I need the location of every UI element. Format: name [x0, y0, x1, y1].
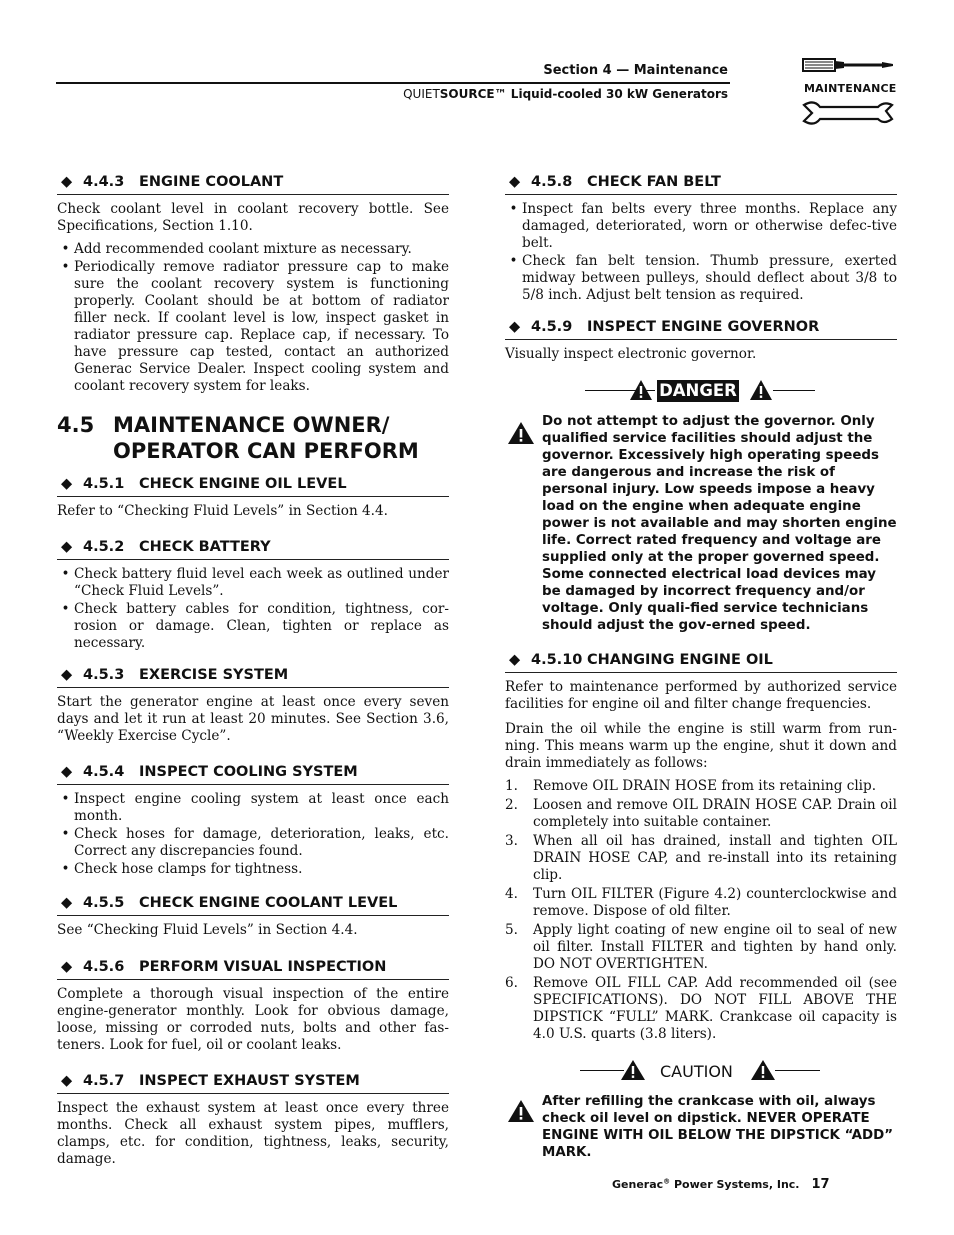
paragraph: Inspect the exhaust system at least once every three months. Check all exhaust system pipes, mufflers, clamps, etc. for condition, tightness, leaks, security, damage.	[57, 1100, 449, 1167]
heading-number: 4.5.1	[83, 476, 125, 492]
list-item: • Check fan belt tension. Thumb pressure, exerted midway between pulleys, should deflect about 3/8 to 5/8 inch. Adjust belt tension as required.	[505, 253, 897, 304]
diamond-icon: ◆	[509, 319, 521, 335]
diamond-icon: ◆	[61, 174, 73, 190]
diamond-icon: ◆	[61, 539, 73, 555]
caution-banner	[580, 1058, 820, 1084]
heading-title: INSPECT EXHAUST SYSTEM	[139, 1073, 360, 1089]
heading-4-4-3	[57, 173, 449, 195]
section-4-5-6	[57, 958, 449, 1054]
header-rule	[56, 82, 730, 84]
section-4-5-1	[57, 475, 449, 520]
diamond-icon: ◆	[61, 959, 73, 975]
heading-4-5-8	[505, 173, 897, 195]
paragraph: Complete a thorough visual inspection of the entire engine-generator monthly. Look for obvious damage, loose, missing or corroded nuts, bolts and other fas-teners. Look for fuel, oil or coolant leaks.	[57, 986, 449, 1053]
bullet-list	[505, 201, 897, 304]
danger-banner	[585, 378, 815, 404]
subtitle-rest: Liquid-cooled 30 kW Generators	[506, 87, 728, 101]
section-4-5-9	[505, 318, 897, 363]
heading-4-5-10	[505, 651, 897, 673]
heading-title: INSPECT COOLING SYSTEM	[139, 764, 358, 780]
page-number: 17	[811, 1177, 830, 1192]
heading-4-5-3	[57, 666, 449, 688]
registered-mark: ®	[663, 1177, 671, 1186]
divider	[580, 1070, 624, 1071]
subtitle-brand: SOURCE™	[439, 87, 507, 101]
heading-title: CHECK FAN BELT	[587, 174, 721, 190]
divider	[775, 1070, 820, 1071]
danger-label: DANGER	[657, 380, 739, 402]
heading-number: 4.5.10	[531, 652, 583, 668]
section-4-4-3	[57, 173, 449, 396]
heading-title: PERFORM VISUAL INSPECTION	[139, 959, 387, 975]
heading-4-5-2	[57, 538, 449, 560]
diamond-icon: ◆	[61, 764, 73, 780]
footer-company: Generac	[612, 1178, 664, 1191]
heading-number: 4.5.2	[83, 539, 125, 555]
list-item: • Periodically remove radiator pressure cap to make sure the coolant recovery system is functioning properly. Coolant should be at bottom of radiator filler neck. If coolant level is low, inspect gasket in radiator pressure cap. Replace cap, if necessary. To have pressure cap tested, contact an authorized Generac Service Dealer. Inspect cooling system and coolant recovery system for leaks.	[57, 259, 449, 395]
heading-number: 4.5.9	[531, 319, 573, 335]
heading-4-5-1	[57, 475, 449, 497]
heading-title: CHANGING ENGINE OIL	[587, 652, 773, 668]
diamond-icon: ◆	[61, 667, 73, 683]
paragraph: Check coolant level in coolant recovery bottle. See Specifications, Section 1.10.	[57, 201, 449, 234]
heading-title: CHECK ENGINE COOLANT LEVEL	[139, 895, 398, 911]
heading-number: 4.4.3	[83, 174, 125, 190]
heading-number: 4.5.3	[83, 667, 125, 683]
list-item: • Check hose clamps for tightness.	[57, 861, 449, 878]
page-footer	[612, 1177, 830, 1192]
heading-number: 4.5.4	[83, 764, 125, 780]
warning-triangle-icon	[750, 1059, 776, 1081]
heading-line-1: MAINTENANCE OWNER/	[113, 413, 390, 437]
bullet-list	[57, 566, 449, 652]
paragraph: Refer to maintenance performed by authorized service facilities for engine oil and filter change frequencies.	[505, 679, 897, 712]
danger-message: Do not attempt to adjust the governor. Only qualified service facilities should adjust the governor. Excessively high operating speeds are dangerous and increase the risk of personal injury. Low speeds impose a heavy load on the engine when adequate engine power is not available and may shorten engine life. Correct rated frequency and voltage are supplied only at the proper governed speed. Some connected electrical load devices may be damaged by incorrect frequency and/or voltage. Only quali-fied service technicians should adjust the gov-erned speed.	[542, 414, 897, 633]
heading-4-5-7	[57, 1072, 449, 1094]
caution-message: After refilling the crankcase with oil, always check oil level on dipstick. NEVER OPERATE ENGINE WITH OIL BELOW THE DIPSTICK “ADD” MARK.	[542, 1094, 894, 1160]
divider	[773, 390, 815, 391]
section-4-5-3	[57, 666, 449, 745]
heading-4-5-4	[57, 763, 449, 785]
warning-triangle-icon	[749, 379, 773, 401]
list-item: 6. Remove OIL FILL CAP. Add recommended oil (see SPECIFICATIONS). DO NOT FILL ABOVE THE DIPSTICK “FULL” MARK. Crankcase oil capacity is 4.0 U.S. quarts (3.8 liters).	[505, 975, 897, 1042]
paragraph: Drain the oil while the engine is still warm from run-ning. This means warm up the engine, shut it down and drain immediately as follows:	[505, 721, 897, 771]
heading-number: 4.5	[57, 413, 95, 437]
section-4-5-5	[57, 894, 449, 939]
list-item: • Inspect fan belts every three months. Replace any damaged, deteriorated, worn or otherwise defec-tive belt.	[505, 201, 897, 252]
list-item: • Check battery cables for condition, tightness, cor-rosion or damage. Clean, tighten or replace as necessary.	[57, 601, 449, 652]
heading-title: ENGINE COOLANT	[139, 174, 284, 190]
wrench-icon	[800, 99, 896, 127]
document-subtitle	[330, 87, 728, 101]
diamond-icon: ◆	[61, 1073, 73, 1089]
warning-triangle-icon	[507, 421, 535, 445]
paragraph: Visually inspect electronic governor.	[505, 346, 757, 362]
heading-title: CHECK ENGINE OIL LEVEL	[139, 476, 347, 492]
list-item: 4. Turn OIL FILTER (Figure 4.2) counterclockwise and remove. Dispose of old filter.	[505, 886, 897, 919]
paragraph: Start the generator engine at least once every seven days and let it run at least 20 minutes. See Section 3.6, “Weekly Exercise Cycle”.	[57, 694, 449, 744]
heading-number: 4.5.5	[83, 895, 125, 911]
heading-title: CHECK BATTERY	[139, 539, 271, 555]
bullet-list	[57, 791, 449, 878]
section-4-5-8	[505, 173, 897, 305]
section-4-5-10	[505, 651, 897, 1045]
section-title: Section 4 — Maintenance	[543, 63, 728, 78]
maintenance-label: MAINTENANCE	[804, 82, 897, 95]
section-4-5-4	[57, 763, 449, 879]
heading-4-5-6	[57, 958, 449, 980]
heading-number: 4.5.7	[83, 1073, 125, 1089]
list-item: 5. Apply light coating of new engine oil to seal of new oil filter. Install FILTER and tighten by hand only. DO NOT OVERTIGHTEN.	[505, 922, 897, 972]
warning-triangle-icon	[620, 1059, 646, 1081]
list-item: 3. When all oil has drained, install and tighten OIL DRAIN HOSE CAP, and re-install into its retaining clip.	[505, 833, 897, 883]
screwdriver-icon	[800, 55, 896, 75]
numbered-list	[505, 778, 897, 1043]
list-item: • Check battery fluid level each week as outlined under “Check Fluid Levels”.	[57, 566, 449, 600]
bullet-list	[57, 241, 449, 395]
maintenance-badge	[800, 55, 900, 130]
warning-triangle-icon	[629, 379, 653, 401]
heading-title: EXERCISE SYSTEM	[139, 667, 289, 683]
paragraph: See “Checking Fluid Levels” in Section 4.4.	[57, 922, 358, 938]
heading-4-5-5	[57, 894, 449, 916]
subtitle-prefix: QUIET	[403, 87, 440, 101]
heading-number: 4.5.6	[83, 959, 125, 975]
list-item: 1. Remove OIL DRAIN HOSE from its retaining clip.	[505, 778, 877, 794]
diamond-icon: ◆	[61, 476, 73, 492]
list-item: • Add recommended coolant mixture as necessary.	[57, 241, 449, 258]
section-4-5-2	[57, 538, 449, 653]
list-item: • Check hoses for damage, deterioration, leaks, etc. Correct any discrepancies found.	[57, 826, 449, 860]
heading-title: INSPECT ENGINE GOVERNOR	[587, 319, 820, 335]
diamond-icon: ◆	[61, 895, 73, 911]
heading-4-5-9	[505, 318, 897, 340]
warning-triangle-icon	[507, 1099, 535, 1123]
footer-company-rest: Power Systems, Inc.	[670, 1178, 800, 1191]
caution-label: CAUTION	[660, 1062, 733, 1081]
list-item: • Inspect engine cooling system at least once each month.	[57, 791, 449, 825]
list-item: 2. Loosen and remove OIL DRAIN HOSE CAP. Drain oil completely into suitable container.	[505, 797, 897, 830]
diamond-icon: ◆	[509, 174, 521, 190]
heading-line-2: OPERATOR CAN PERFORM	[113, 439, 419, 463]
diamond-icon: ◆	[509, 652, 521, 668]
heading-number: 4.5.8	[531, 174, 573, 190]
section-4-5-title	[57, 412, 449, 464]
paragraph: Refer to “Checking Fluid Levels” in Section 4.4.	[57, 503, 388, 519]
section-4-5-7	[57, 1072, 449, 1168]
